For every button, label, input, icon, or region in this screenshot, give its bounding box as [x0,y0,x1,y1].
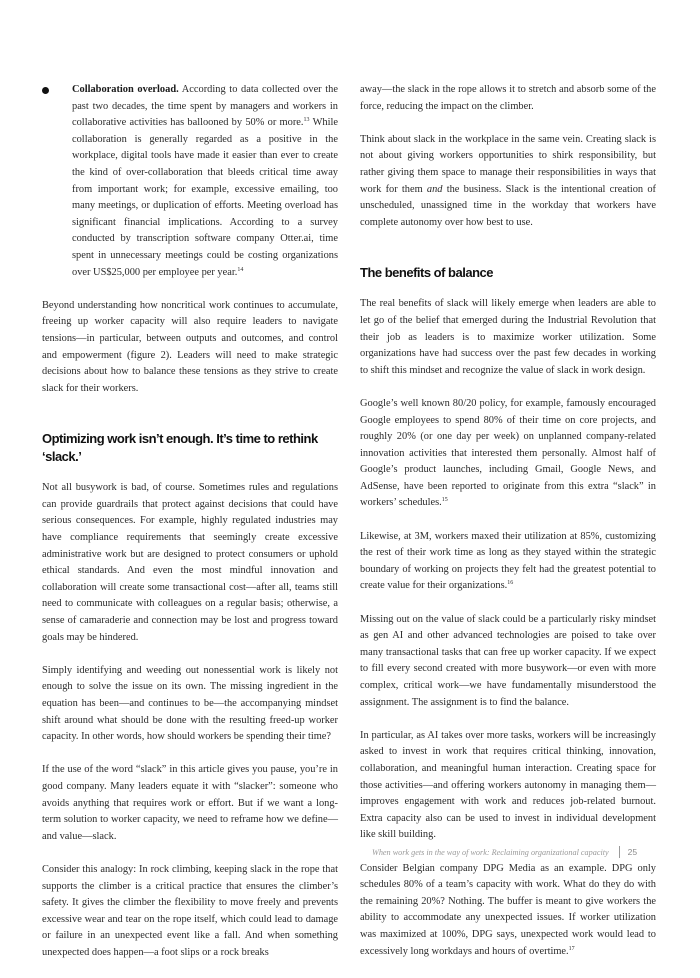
paragraph-missing: Missing out on the value of slack could be a particularly risky mindset as gen AI and other advanced technologies are poised to take over many transactional tasks that can free up worker capacity. If we expect to fill every second created with more busywork—or even with more complex, critical work—we have fundamentally misunderstood the assignment. The assignment is to find the balance. [360,613,656,708]
paragraph-in-particular: In particular, as AI takes over more tasks, workers will be increasingly asked to invest in work that requires critical thinking, innovation, collaboration, and meaningful human interaction. Creating space for those activities—and offering workers autonomy in managing them—improves engagement with work and reduces job-related burnout. Extra capacity also can be used to invest in individual development like skill building. [360,729,656,841]
left-column [42,82,338,978]
paragraph-dpg [360,861,656,961]
paragraph-beyond: Beyond understanding how noncritical work continues to accumulate, freeing up worker capacity will also require leaders to navigate tensions—in particular, between outputs and outcomes, and control and empowerment (figure 2). Leaders will need to make strategic decisions about how to balance these tensions as they strive to create slack for their workers. [42,299,338,394]
bullet-text: According to data collected over the past two decades, the time spent by managers and workers in collaborative activities has ballooned by 50% or more. [72,84,338,129]
footnote-ref-13[interactable]: 13 [303,117,310,124]
paragraph-google-text: Google’s well known 80/20 policy, for example, famously encouraged Google employees to spend 80% of their time on core projects, and roughly 20% (or one day per week) on unplanned company-related innovation activities that interested them personally. Almost half of Google’s product launches, including Gmail, Google News, and AdSense, have been reported to originate from this extra “slack” in workers’ schedules. [360,397,656,509]
paragraph-busywork: Not all busywork is bad, of course. Sometimes rules and regulations can provide guardrails that protect against decisions that could have serious consequences. For example, highly regulated industries may have compliance requirements that seemingly create excessive administrative work but are designed to protect consumers or uphold ethical standards. And even the most mindful innovation and collaboration will create some transactional cost—after all, teams still need to communicate with colleagues on a regular basis; otherwise, a sense of camaraderie and connection may be lost and progress toward goals may be hindered. [42,482,338,643]
paragraph-simply: Simply identifying and weeding out nonessential work is likely not enough to solve the issue on its own. The missing ingredient in the equation has been—and continues to be—the accompanying mindset shift around what should be done with the resulting freed-up worker capacity. In other words, how should workers be spending their time? [42,664,338,743]
paragraph-think-a: Think about slack in the workplace in the same vein. Creating slack is not about giving workers opportunities to shirk responsibility, but rather giving them space to manage their responsibilities in ways that work for them [360,133,656,195]
footer-title: When work gets in the way of work: Reclaiming organizational capacity [372,848,609,857]
page-footer [372,846,672,858]
footnote-ref-15[interactable]: 15 [441,497,448,504]
footer-divider [619,846,620,858]
right-column [360,82,656,977]
page-number: 25 [627,847,638,857]
paragraph-google [360,396,656,512]
footnote-ref-16[interactable]: 16 [507,580,514,587]
paragraph-think-b: the business. Slack is the intentional creation of unscheduled, unassigned time in the workday that workers have complete autonomy over how best to use. [360,183,656,228]
paragraph-dpg-text: Consider Belgian company DPG Media as an example. DPG only schedules 80% of a team’s capacity with work. What do they do with the remaining 20%? Nothing. The buffer is meant to give workers the ability to accommodate any unexpected issues. If worker utilization was maximized at 100%, DPG says, unexpected work would lead to excessively long workdays and hours of overtime. [360,862,656,957]
section-heading-rethink-slack: Optimizing work isn’t enough. It’s time to rethink ‘slack.’ [42,431,318,465]
paragraph-away: away—the slack in the rope allows it to stretch and absorb some of the force, reducing the impact on the climber. [360,84,656,112]
bullet-lead: Collaboration overload. [72,84,179,95]
bullet-text-2: While collaboration is generally regarded as a positive in the workplace, digital tools have made it easier than ever to create the kind of over-collaboration that bleeds critical time away from important work; for example, excessive emailing, too many meetings, or duplication of efforts. Meeting overload has significant financial implications. According to a survey conducted by transcription software company Otter.ai, time spent in unnecessary meetings could be costing organizations over US$25,000 per employee per year. [72,117,338,278]
paragraph-think [360,132,656,232]
paragraph-3m-text: Likewise, at 3M, workers maxed their utilization at 85%, customizing the rest of their work time as long as they stayed within the strategic boundary of working on projects they felt had the greatest potential to create value for their organizations. [360,530,656,592]
footnote-ref-17[interactable]: 17 [568,945,575,952]
section-heading-benefits: The benefits of balance [360,265,493,281]
paragraph-real-benefits: The real benefits of slack will likely emerge when leaders are able to let go of the belief that emerged during the Industrial Revolution that their job as leaders is to maximize worker utilization. Some organizations have had success over the past few decades in working to shift this mindset and recognize the value of slack in work design. [360,298,656,376]
footnote-ref-14[interactable]: 14 [237,266,244,273]
paragraph-slack-word: If the use of the word “slack” in this article gives you pause, you’re in good company. Many leaders equate it with “slacker”: someone who avoids anything that requires work or effort. But if we want a long-term solution to worker capacity, we need to reframe how we define—and value—slack. [42,764,338,842]
bullet-dot-icon [42,87,49,94]
emphasis-and: and [426,183,443,195]
bullet-collaboration-overload [42,82,338,281]
paragraph-3m [360,529,656,595]
paragraph-analogy: Consider this analogy: In rock climbing, keeping slack in the rope that supports the climber is a critical practice that ensures the climber’s safety. It gives the climber the flexibility to move freely and prevents excessive wear and tear on the rope itself, which could lead to damage or failure in an unexpected event like a fall. And when something unexpected does happen—a foot slips or a rock breaks [42,863,338,958]
